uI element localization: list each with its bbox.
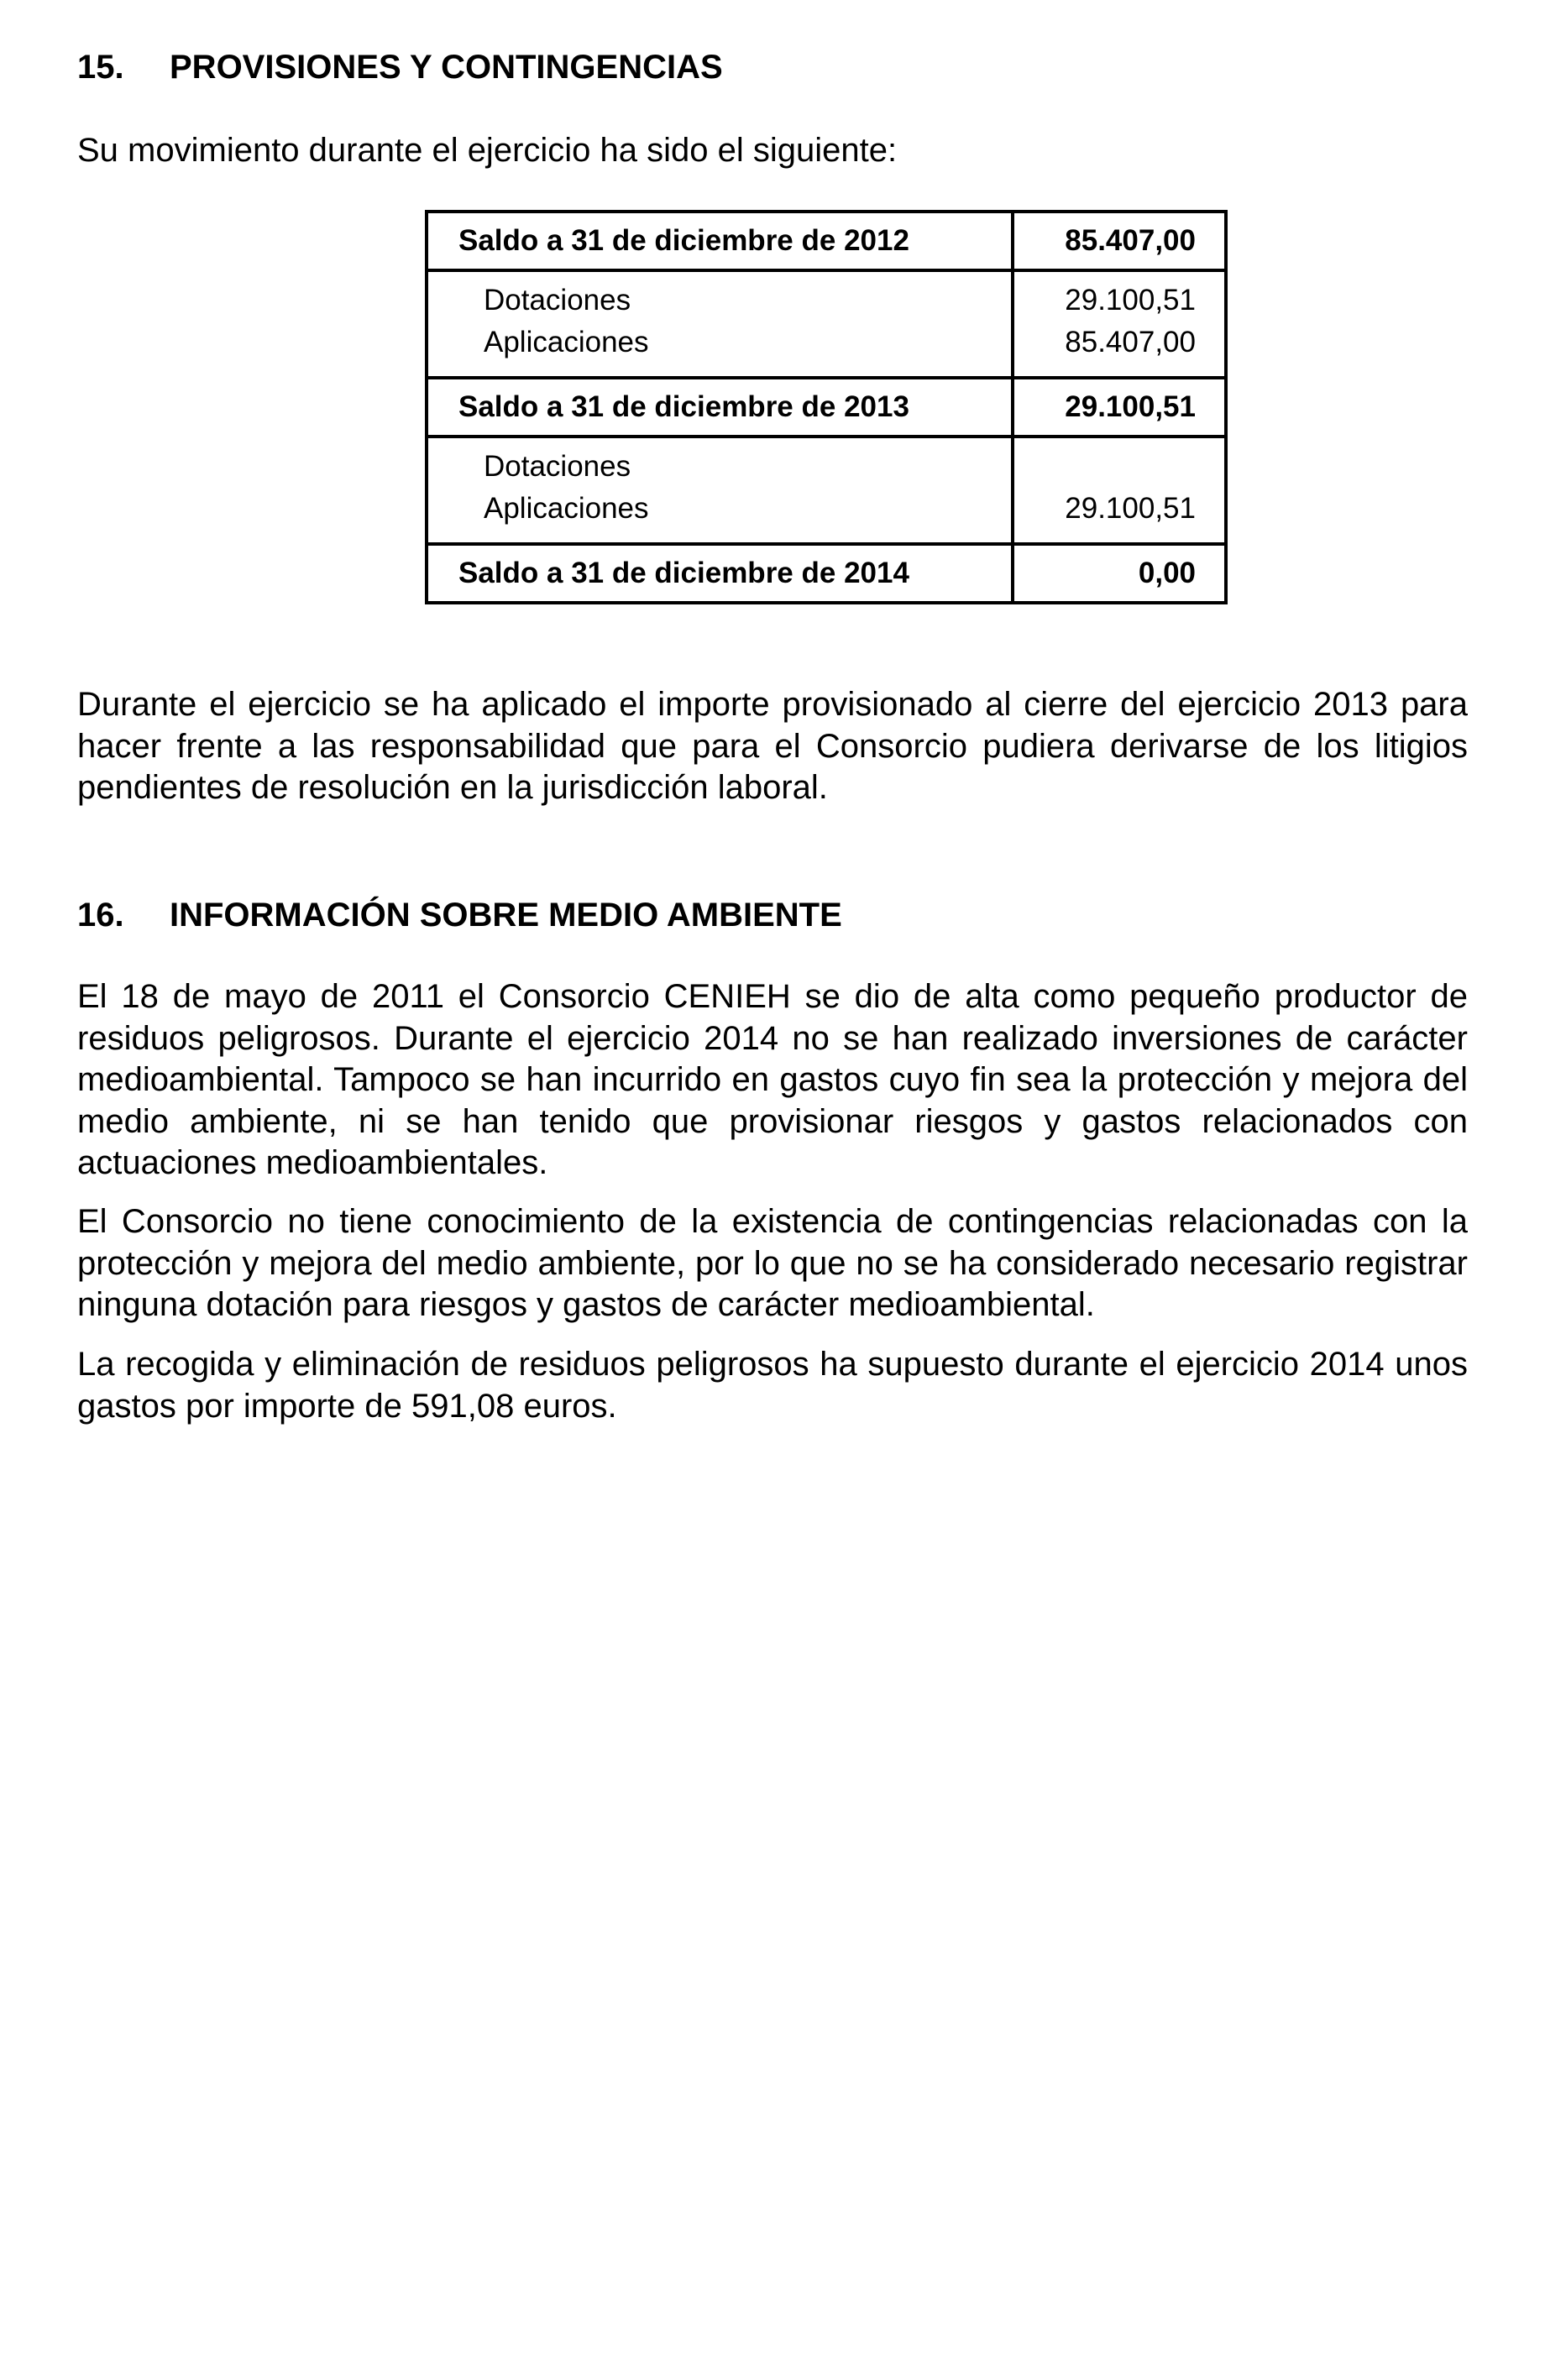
dotaciones-2014-label: Dotaciones [484, 450, 631, 483]
aplicaciones-2014-value: 29.100,51 [1065, 492, 1196, 525]
table-row-movements-2014 [428, 438, 1224, 542]
table-row-saldo-2012 [428, 213, 1224, 269]
section-15-title: PROVISIONES Y CONTINGENCIAS [170, 49, 723, 86]
section-16-paragraph-3: La recogida y eliminación de residuos peligrosos ha supuesto durante el ejercicio 2014 unos gastos por importe de 591,08 euros. [77, 1346, 1468, 1425]
saldo-2012-label: Saldo a 31 de diciembre de 2012 [458, 224, 909, 257]
table-row-movements-2013 [428, 272, 1224, 376]
section-15-paragraph: Durante el ejercicio se ha aplicado el importe provisionado al cierre del ejercicio 2013 para hacer frente a las responsabilidad que para el Consorcio pudiera derivarse de los litigios pendientes de resolución en la jurisdicción laboral. [77, 686, 1468, 806]
aplicaciones-2014-label: Aplicaciones [484, 492, 649, 525]
table-row-saldo-2014 [428, 546, 1224, 601]
dotaciones-2013-label: Dotaciones [484, 284, 631, 316]
saldo-2014-label: Saldo a 31 de diciembre de 2014 [458, 557, 909, 589]
section-15-heading [77, 49, 723, 86]
section-15-number: 15. [77, 49, 124, 86]
aplicaciones-2013-label: Aplicaciones [484, 326, 649, 358]
saldo-2012-value: 85.407,00 [1065, 224, 1196, 257]
section-16-number: 16. [77, 897, 124, 934]
provisions-table [425, 210, 1228, 604]
aplicaciones-2013-value: 85.407,00 [1065, 326, 1196, 358]
section-16-title: INFORMACIÓN SOBRE MEDIO AMBIENTE [170, 897, 842, 934]
section-16-heading [77, 897, 842, 934]
saldo-2013-value: 29.100,51 [1065, 390, 1196, 423]
section-15-intro: Su movimiento durante el ejercicio ha sido el siguiente: [77, 132, 898, 169]
saldo-2014-value: 0,00 [1138, 557, 1196, 589]
dotaciones-2013-value: 29.100,51 [1065, 284, 1196, 316]
table-row-saldo-2013 [428, 379, 1224, 435]
saldo-2013-label: Saldo a 31 de diciembre de 2013 [458, 390, 909, 423]
section-16-paragraph-2: El Consorcio no tiene conocimiento de la existencia de contingencias relacionadas con la protección y mejora del medio ambiente, por lo que no se ha considerado necesario registrar ninguna dotación para riesgos y gastos de carácter medioambiental. [77, 1203, 1468, 1323]
section-16-paragraph-1: El 18 de mayo de 2011 el Consorcio CENIEH se dio de alta como pequeño productor de residuos peligrosos. Durante el ejercicio 2014 no se han realizado inversiones de carácter medioambiental. Tampoco se han incurrido en gastos cuyo fin sea la protección y mejora del medio ambiente, ni se han tenido que provisionar riesgos y gastos relacionados con actuaciones medioambientales. [77, 978, 1468, 1181]
